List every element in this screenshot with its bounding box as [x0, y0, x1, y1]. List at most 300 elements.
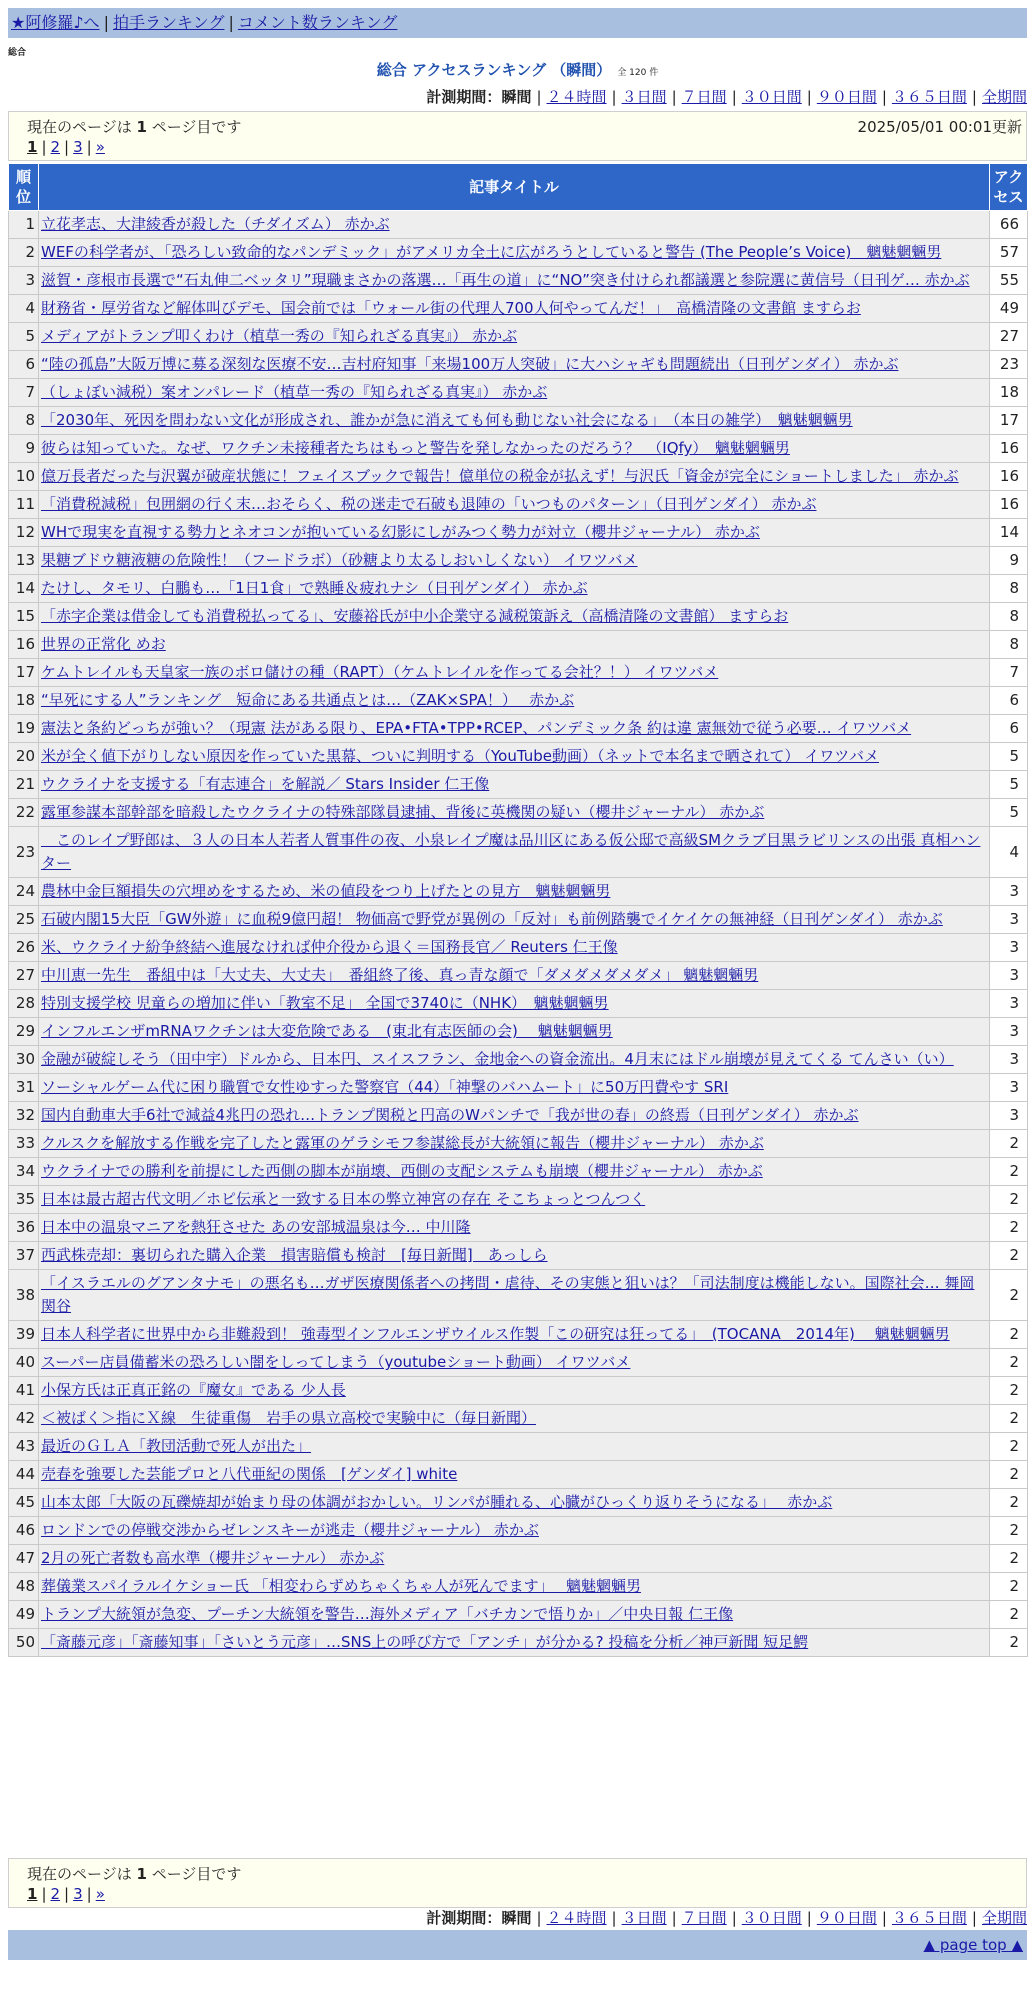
access-count-cell: 16 [990, 491, 1028, 519]
period-option[interactable]: ７日間 [681, 88, 727, 106]
title-cell [39, 1321, 990, 1349]
access-count-cell: 14 [990, 519, 1028, 547]
article-link[interactable]: 立花孝志、大津綾香が殺した（チダイズム） 赤かぶ [41, 215, 390, 233]
title-cell [39, 519, 990, 547]
rank-cell: 45 [9, 1489, 39, 1517]
table-row [9, 659, 1028, 687]
access-count-cell: 3 [990, 906, 1028, 934]
table-row [9, 1102, 1028, 1130]
current-page-suffix: ページ目です [151, 118, 242, 136]
rank-cell: 14 [9, 575, 39, 603]
table-row [9, 1186, 1028, 1214]
rank-cell: 38 [9, 1270, 39, 1321]
pager-separator: | [41, 1885, 47, 1903]
article-link[interactable]: WHで現実を直視する勢力とネオコンが抱いている幻影にしがみつく勢力が対立（櫻井ジャーナル） 赤かぶ [41, 523, 760, 541]
table-row [9, 1489, 1028, 1517]
title-cell [39, 1046, 990, 1074]
period-separator: | [806, 1909, 812, 1927]
table-row [9, 1214, 1028, 1242]
title-cell [39, 990, 990, 1018]
article-link[interactable]: 彼らは知っていた。なぜ、ワクチン未接種者たちはもっと警告を発しなかったのだろう？ （IQfy） 魑魅魍魎男 [41, 439, 790, 457]
pager-separator: | [64, 138, 70, 156]
period-separator: | [971, 88, 977, 106]
access-count-cell: 6 [990, 715, 1028, 743]
period-option[interactable]: ３６５日間 [891, 1909, 967, 1927]
access-count-cell: 49 [990, 295, 1028, 323]
period-option[interactable]: ９０日間 [816, 88, 877, 106]
period-separator: | [536, 88, 542, 106]
page-top-link[interactable]: ▲ page top ▲ [923, 1936, 1023, 1954]
article-link[interactable]: トランプ大統領が急変、プーチン大統領を警告…海外メディア「バチカンで悟りか」／中央日報 仁王像 [41, 1605, 734, 1623]
article-link[interactable]: 農林中金巨額損失の穴埋めをするため、米の値段をつり上げたとの見方 魑魅魍魎男 [41, 882, 611, 900]
title-cell [39, 827, 990, 878]
access-count-cell: 23 [990, 351, 1028, 379]
title-cell [39, 1377, 990, 1405]
access-count-cell: 16 [990, 435, 1028, 463]
home-link[interactable]: ★阿修羅♪へ [11, 13, 100, 32]
access-count-cell: 4 [990, 827, 1028, 878]
access-count-cell: 3 [990, 1102, 1028, 1130]
period-option[interactable]: ７日間 [681, 1909, 727, 1927]
title-cell [39, 463, 990, 491]
table-row [9, 1321, 1028, 1349]
table-row [9, 1517, 1028, 1545]
period-label: 計測期間： [426, 88, 502, 106]
access-count-cell: 2 [990, 1242, 1028, 1270]
table-header-row [9, 164, 1028, 211]
article-link[interactable]: このレイプ野郎は、３人の日本人若者人質事件の夜、小泉レイプ魔は品川区にある仮公邸で高級SMクラブ目黒ラビリンスの出張 真相ハンター [41, 831, 981, 872]
title-cell [39, 1214, 990, 1242]
article-link[interactable]: ウクライナでの勝利を前提にした西側の脚本が崩壊、西側の支配システムも崩壊（櫻井ジャーナル） 赤かぶ [41, 1162, 763, 1180]
access-count-cell: 3 [990, 934, 1028, 962]
access-count-cell: 5 [990, 799, 1028, 827]
nav-separator: | [228, 13, 234, 32]
title-cell [39, 1489, 990, 1517]
article-link[interactable]: 2月の死亡者数も高水準（櫻井ジャーナル） 赤かぶ [41, 1549, 385, 1567]
pager-separator: | [86, 1885, 92, 1903]
title-cell [39, 715, 990, 743]
access-count-cell: 6 [990, 687, 1028, 715]
article-link[interactable]: 日本中の温泉マニアを熱狂させた あの安部城温泉は今… 中川隆 [41, 1218, 471, 1236]
table-row [9, 407, 1028, 435]
title-cell [39, 1573, 990, 1601]
pager [27, 138, 105, 156]
table-row [9, 1018, 1028, 1046]
title-cell [39, 878, 990, 906]
article-link[interactable]: 「イスラエルのグアンタナモ」の悪名も…ガザ医療関係者への拷問・虐待、その実態と狙いは？「司法制度は機能しない。国際社会… 舞岡関谷 [41, 1274, 975, 1315]
ranking-table-body [9, 211, 1028, 1657]
period-selector-top [426, 86, 1027, 107]
access-count-cell: 55 [990, 267, 1028, 295]
access-count-cell: 2 [990, 1270, 1028, 1321]
table-row [9, 934, 1028, 962]
table-row [9, 1405, 1028, 1433]
article-link[interactable]: インフルエンザmRNAワクチンは大変危険である (東北有志医師の会) 魑魅魍魎男 [41, 1022, 613, 1040]
article-link[interactable]: 米が全く値下がりしない原因を作っていた黒幕、ついに判明する（YouTube動画）（ネットで本名まで晒されて） イワツバメ [41, 747, 879, 765]
title-cell [39, 1074, 990, 1102]
table-row [9, 1074, 1028, 1102]
rank-cell: 13 [9, 547, 39, 575]
rank-cell: 24 [9, 878, 39, 906]
rank-cell: 3 [9, 267, 39, 295]
bottom-bar [8, 1930, 1027, 1960]
current-page-prefix: 現在のページは [27, 118, 132, 136]
article-link[interactable]: 「斎藤元彦」「斎藤知事」「さいとう元彦」…SNS上の呼び方で「アンチ」が分かる? 投稿を分析／神戸新聞 短足鰐 [41, 1633, 809, 1651]
title-cell [39, 491, 990, 519]
period-option: 瞬間 [501, 88, 532, 106]
table-row [9, 435, 1028, 463]
table-row [9, 715, 1028, 743]
rank-cell: 7 [9, 379, 39, 407]
pager-next-link[interactable]: » [95, 138, 105, 156]
table-row [9, 295, 1028, 323]
access-count-cell: 2 [990, 1433, 1028, 1461]
rank-cell: 5 [9, 323, 39, 351]
table-row [9, 239, 1028, 267]
access-count-cell: 8 [990, 575, 1028, 603]
period-separator: | [731, 88, 737, 106]
rank-cell: 34 [9, 1158, 39, 1186]
period-option[interactable]: ３日間 [621, 1909, 667, 1927]
title-cell [39, 1242, 990, 1270]
title-cell [39, 1102, 990, 1130]
article-link[interactable]: “陸の孤島”大阪万博に募る深刻な医療不安…吉村府知事「来場100万人突破」に大ハシャギも問題続出（日刊ゲンダイ） 赤かぶ [41, 355, 899, 373]
article-link[interactable]: 「2030年、死因を問わない文化が形成され、誰かが急に消えても何も動じない社会になる」 （本日の雑学） 魑魅魍魎男 [41, 411, 853, 429]
current-page-prefix: 現在のページは [27, 1865, 132, 1883]
period-items [501, 1909, 1027, 1927]
article-link[interactable]: 最近のＧＬＡ「教団活動で死人が出た」 [41, 1437, 312, 1455]
rank-cell: 36 [9, 1214, 39, 1242]
pager-current: 1 [27, 138, 38, 156]
rank-cell: 49 [9, 1601, 39, 1629]
access-count-cell: 2 [990, 1573, 1028, 1601]
period-option[interactable]: 全期間 [981, 88, 1027, 106]
table-row [9, 575, 1028, 603]
period-label: 計測期間： [426, 1909, 502, 1927]
current-page-suffix: ページ目です [151, 1865, 242, 1883]
title-cell [39, 603, 990, 631]
pager-link[interactable]: 3 [73, 1885, 83, 1903]
table-row [9, 1046, 1028, 1074]
article-link[interactable]: 西武株売却：裏切られた購入企業 損害賠償も検討 [毎日新聞] あっしら [41, 1246, 548, 1264]
rank-cell: 21 [9, 771, 39, 799]
pager-next-link[interactable]: » [95, 1885, 105, 1903]
period-separator: | [881, 1909, 887, 1927]
rank-cell: 32 [9, 1102, 39, 1130]
rank-cell: 4 [9, 295, 39, 323]
title-cell [39, 267, 990, 295]
rank-cell: 20 [9, 743, 39, 771]
pager-link[interactable]: 2 [50, 138, 61, 156]
table-row [9, 771, 1028, 799]
access-count-cell: 66 [990, 211, 1028, 239]
access-count-cell: 18 [990, 379, 1028, 407]
rank-cell: 47 [9, 1545, 39, 1573]
title-cell [39, 799, 990, 827]
table-row [9, 519, 1028, 547]
title-cell [39, 1130, 990, 1158]
rank-cell: 6 [9, 351, 39, 379]
period-separator: | [536, 1909, 542, 1927]
rank-cell: 25 [9, 906, 39, 934]
article-link[interactable]: たけし、タモリ、白鵬も…「1日1食」で熟睡＆疲れナシ（日刊ゲンダイ） 赤かぶ [41, 579, 588, 597]
article-link[interactable]: 滋賀・彦根市長選で“石丸伸二ベッタリ”現職まさかの落選…「再生の道」に“NO”突き付けられ都議選と参院選に黄信号（日刊ゲ… 赤かぶ [41, 271, 970, 289]
rank-cell: 26 [9, 934, 39, 962]
pager [27, 1885, 105, 1903]
table-row [9, 990, 1028, 1018]
title-cell [39, 295, 990, 323]
access-count-cell: 2 [990, 1517, 1028, 1545]
access-count-cell: 3 [990, 962, 1028, 990]
applause-ranking-link[interactable]: 拍手ランキング [112, 13, 225, 32]
period-option[interactable]: ２４時間 [546, 1909, 607, 1927]
article-link[interactable]: 葬儀業スパイラルイケショー氏 「相変わらずめちゃくちゃ人が死んでます」 魑魅魍魎男 [41, 1577, 641, 1595]
pager-separator: | [64, 1885, 70, 1903]
article-link[interactable]: ＜被ばく＞指にＸ線 生徒重傷 岩手の県立高校で実験中に（毎日新聞） [41, 1409, 537, 1427]
rank-cell: 41 [9, 1377, 39, 1405]
period-option[interactable]: ３０日間 [741, 1909, 802, 1927]
title-cell [39, 687, 990, 715]
period-separator: | [881, 88, 887, 106]
page-title [0, 59, 1035, 80]
article-link[interactable]: “早死にする人”ランキング 短命にある共通点とは…（ZAK×SPA！） 赤かぶ [41, 691, 575, 709]
table-row [9, 1130, 1028, 1158]
period-option[interactable]: 全期間 [981, 1909, 1027, 1927]
access-count-cell: 2 [990, 1158, 1028, 1186]
table-row [9, 799, 1028, 827]
access-header: アクセス [990, 164, 1028, 211]
article-link[interactable]: メディアがトランプ叩くわけ（植草一秀の『知られざる真実』） 赤かぶ [41, 327, 518, 345]
period-separator: | [971, 1909, 977, 1927]
title-cell [39, 1433, 990, 1461]
article-link[interactable]: 国内自動車大手6社で減益4兆円の恐れ…トランプ関税と円高のWパンチで「我が世の春」の終焉（日刊ゲンダイ） 赤かぶ [41, 1106, 859, 1124]
period-separator: | [671, 88, 677, 106]
article-link[interactable]: 億万長者だった与沢翼が破産状態に！フェイスブックで報告！億単位の税金が払えず！与沢氏「資金が完全にショートしました」 赤かぶ [41, 467, 959, 485]
title-cell [39, 575, 990, 603]
page-title-text: 総合 アクセスランキング （瞬間） [376, 61, 612, 79]
access-count-cell: 2 [990, 1186, 1028, 1214]
rank-cell: 11 [9, 491, 39, 519]
period-option[interactable]: ３６５日間 [891, 88, 967, 106]
article-link[interactable]: WEFの科学者が、「恐ろしい致命的なパンデミック」がアメリカ全土に広がろうとしていると警告 (The People’s Voice) 魑魅魍魎男 [41, 243, 942, 261]
access-count-cell: 27 [990, 323, 1028, 351]
top-nav-bar [8, 8, 1027, 38]
article-link[interactable]: 「消費税減税」包囲網の行く末…おそらく、税の迷走で石破も退陣の「いつものパターン」（日刊ゲンダイ） 赤かぶ [41, 495, 817, 513]
access-count-cell: 2 [990, 1377, 1028, 1405]
article-link[interactable]: 憲法と条約どっちが強い？（現憲 法がある限り、EPA•FTA•TPP•RCEP、パンデミック条 約は違 憲無効で従う必要… イワツバメ [41, 719, 912, 737]
table-row [9, 1349, 1028, 1377]
rank-cell: 43 [9, 1433, 39, 1461]
article-link[interactable]: 日本は最古超古代文明／ホピ伝承と一致する日本の弊立神宮の存在 そこちょっとつんつく [41, 1190, 646, 1208]
access-count-cell: 9 [990, 547, 1028, 575]
access-count-cell: 16 [990, 463, 1028, 491]
article-link[interactable]: 小保方氏は正真正銘の『魔女』である 少人長 [41, 1381, 346, 1399]
article-link[interactable]: 日本人科学者に世界中から非難殺到！ 強毒型インフルエンザウイルス作製「この研究は狂ってる」 (TOCANA 2014年) 魑魅魍魎男 [41, 1325, 950, 1343]
rank-header: 順位 [9, 164, 39, 211]
access-count-cell: 3 [990, 1046, 1028, 1074]
title-cell [39, 547, 990, 575]
table-row [9, 1573, 1028, 1601]
article-link[interactable]: 「赤字企業は借金しても消費税払ってる」、安藤裕氏が中小企業守る減税策訴え（高橋清隆の文書館） ますらお [41, 607, 789, 625]
article-link[interactable]: ケムトレイルも天皇家一族のボロ儲けの種（RAPT）（ケムトレイルを作ってる会社？！） イワツバメ [41, 663, 719, 681]
table-row [9, 323, 1028, 351]
article-link[interactable]: 山本太郎「大阪の瓦礫焼却が始まり母の体調がおかしい。リンパが腫れる、心臓がひっくり返りそうになる」 赤かぶ [41, 1493, 833, 1511]
rank-cell: 15 [9, 603, 39, 631]
article-link[interactable]: 石破内閣15大臣「GW外遊」に血税9億円超！ 物価高で野党が異例の「反対」も前例踏襲でイケイケの無神経（日刊ゲンダイ） 赤かぶ [41, 910, 943, 928]
rank-cell: 22 [9, 799, 39, 827]
rank-cell: 44 [9, 1461, 39, 1489]
access-count-cell: 7 [990, 659, 1028, 687]
rank-cell: 18 [9, 687, 39, 715]
access-count-cell: 2 [990, 1629, 1028, 1657]
total-count: 全 120 件 [617, 68, 659, 78]
table-row [9, 743, 1028, 771]
article-link[interactable]: 果糖ブドウ糖液糖の危険性！（フードラボ）（砂糖より太るしおいしくない） イワツバメ [41, 551, 638, 569]
access-count-cell: 2 [990, 1489, 1028, 1517]
title-cell [39, 351, 990, 379]
period-selector-bottom [426, 1907, 1027, 1928]
article-link[interactable]: 売春を強要した芸能プロと八代亜紀の関係 [ゲンダイ] white [41, 1465, 458, 1483]
table-row [9, 687, 1028, 715]
article-link[interactable]: 露軍参謀本部幹部を暗殺したウクライナの特殊部隊員逮捕、背後に英機関の疑い（櫻井ジャーナル） 赤かぶ [41, 803, 765, 821]
table-row [9, 351, 1028, 379]
article-link[interactable]: 財務省・厚労省など解体叫びデモ、国会前では「ウォール街の代理人700人何やってんだ！」 高橋清隆の文書館 ますらお [41, 299, 861, 317]
title-header: 記事タイトル [39, 164, 990, 211]
period-option[interactable]: ３日間 [621, 88, 667, 106]
rank-cell: 12 [9, 519, 39, 547]
pager-link[interactable]: 2 [50, 1885, 61, 1903]
table-row [9, 631, 1028, 659]
rank-cell: 1 [9, 211, 39, 239]
current-page-number: 1 [136, 1865, 147, 1883]
period-option[interactable]: ２４時間 [546, 88, 607, 106]
title-cell [39, 435, 990, 463]
nav-separator: | [103, 13, 109, 32]
title-cell [39, 1186, 990, 1214]
period-separator: | [611, 88, 617, 106]
period-option[interactable]: ９０日間 [816, 1909, 877, 1927]
title-cell [39, 934, 990, 962]
title-cell [39, 771, 990, 799]
table-row [9, 962, 1028, 990]
table-row [9, 267, 1028, 295]
rank-cell: 9 [9, 435, 39, 463]
access-count-cell: 17 [990, 407, 1028, 435]
rank-cell: 35 [9, 1186, 39, 1214]
article-link[interactable]: 中川恵一先生 番組中は「大丈夫、大丈夫」 番組終了後、真っ青な顔で「ダメダメダメダメ」 魑魅魍魎男 [41, 966, 759, 984]
article-link[interactable]: 金融が破綻しそう（田中宇）ドルから、日本円、スイスフラン、金地金への資金流出。4月末にはドル崩壊が見えてくる てんさい（い） [41, 1050, 954, 1068]
rank-cell: 48 [9, 1573, 39, 1601]
access-count-cell: 3 [990, 1018, 1028, 1046]
table-row [9, 1629, 1028, 1657]
rank-cell: 40 [9, 1349, 39, 1377]
article-link[interactable]: （しょぼい減税）案オンパレード（植草一秀の『知られざる真実』） 赤かぶ [41, 383, 548, 401]
rank-cell: 27 [9, 962, 39, 990]
title-cell [39, 743, 990, 771]
comment-ranking-link[interactable]: コメント数ランキング [237, 13, 398, 32]
table-row [9, 211, 1028, 239]
rank-cell: 50 [9, 1629, 39, 1657]
table-row [9, 463, 1028, 491]
access-count-cell: 2 [990, 1349, 1028, 1377]
rank-cell: 42 [9, 1405, 39, 1433]
period-separator: | [806, 88, 812, 106]
article-link[interactable]: 特別支援学校 児童らの増加に伴い「教室不足」 全国で3740に（NHK） 魑魅魍魎男 [41, 994, 609, 1012]
period-separator: | [671, 1909, 677, 1927]
access-count-cell: 2 [990, 1601, 1028, 1629]
title-cell [39, 1405, 990, 1433]
title-cell [39, 407, 990, 435]
rank-cell: 23 [9, 827, 39, 878]
rank-cell: 31 [9, 1074, 39, 1102]
table-row [9, 1377, 1028, 1405]
period-separator: | [611, 1909, 617, 1927]
article-link[interactable]: 世界の正常化 めお [41, 635, 166, 653]
article-link[interactable]: スーパー店員備蓄米の恐ろしい闇をしってしまう（youtubeショート動画） イワツバメ [41, 1353, 631, 1371]
pager-separator: | [41, 138, 47, 156]
title-cell [39, 1517, 990, 1545]
title-cell [39, 1018, 990, 1046]
rank-cell: 29 [9, 1018, 39, 1046]
access-count-cell: 2 [990, 1214, 1028, 1242]
ranking-table [8, 163, 1028, 1657]
title-cell [39, 1270, 990, 1321]
table-row [9, 906, 1028, 934]
access-count-cell: 5 [990, 771, 1028, 799]
title-cell [39, 659, 990, 687]
period-option: 瞬間 [501, 1909, 532, 1927]
pager-separator: | [86, 138, 92, 156]
table-row [9, 603, 1028, 631]
period-items [501, 88, 1027, 106]
article-link[interactable]: ロンドンでの停戦交渉からゼレンスキーが逃走（櫻井ジャーナル） 赤かぶ [41, 1521, 539, 1539]
rank-cell: 2 [9, 239, 39, 267]
current-page-number: 1 [136, 118, 147, 136]
title-cell [39, 962, 990, 990]
table-row [9, 547, 1028, 575]
rank-cell: 8 [9, 407, 39, 435]
table-row [9, 379, 1028, 407]
title-cell [39, 631, 990, 659]
access-count-cell: 2 [990, 1461, 1028, 1489]
access-count-cell: 2 [990, 1405, 1028, 1433]
access-count-cell: 8 [990, 603, 1028, 631]
access-count-cell: 3 [990, 990, 1028, 1018]
access-count-cell: 3 [990, 878, 1028, 906]
page-info-bottom [8, 1858, 1027, 1908]
article-link[interactable]: クルスクを解放する作戦を完了したと露軍のゲラシモフ参謀総長が大統領に報告（櫻井ジャーナル） 赤かぶ [41, 1134, 764, 1152]
rank-cell: 28 [9, 990, 39, 1018]
period-separator: | [731, 1909, 737, 1927]
access-count-cell: 2 [990, 1545, 1028, 1573]
table-row [9, 1242, 1028, 1270]
rank-cell: 17 [9, 659, 39, 687]
rank-cell: 33 [9, 1130, 39, 1158]
current-page-text [27, 1863, 241, 1884]
rank-cell: 39 [9, 1321, 39, 1349]
title-cell [39, 906, 990, 934]
article-link[interactable]: ソーシャルゲーム代に困り職質で女性ゆすった警察官（44）「神撃のバハムート」に50万円費やす SRI [41, 1078, 729, 1096]
table-row [9, 491, 1028, 519]
title-cell [39, 323, 990, 351]
title-cell [39, 1545, 990, 1573]
article-link[interactable]: ウクライナを支援する「有志連合」を解説／ Stars Insider 仁王像 [41, 775, 490, 793]
period-option[interactable]: ３０日間 [741, 88, 802, 106]
pager-link[interactable]: 3 [73, 138, 83, 156]
article-link[interactable]: 米、ウクライナ紛争終結へ進展なければ仲介役から退く＝国務長官／ Reuters 仁王像 [41, 938, 618, 956]
title-cell [39, 1461, 990, 1489]
rank-cell: 30 [9, 1046, 39, 1074]
